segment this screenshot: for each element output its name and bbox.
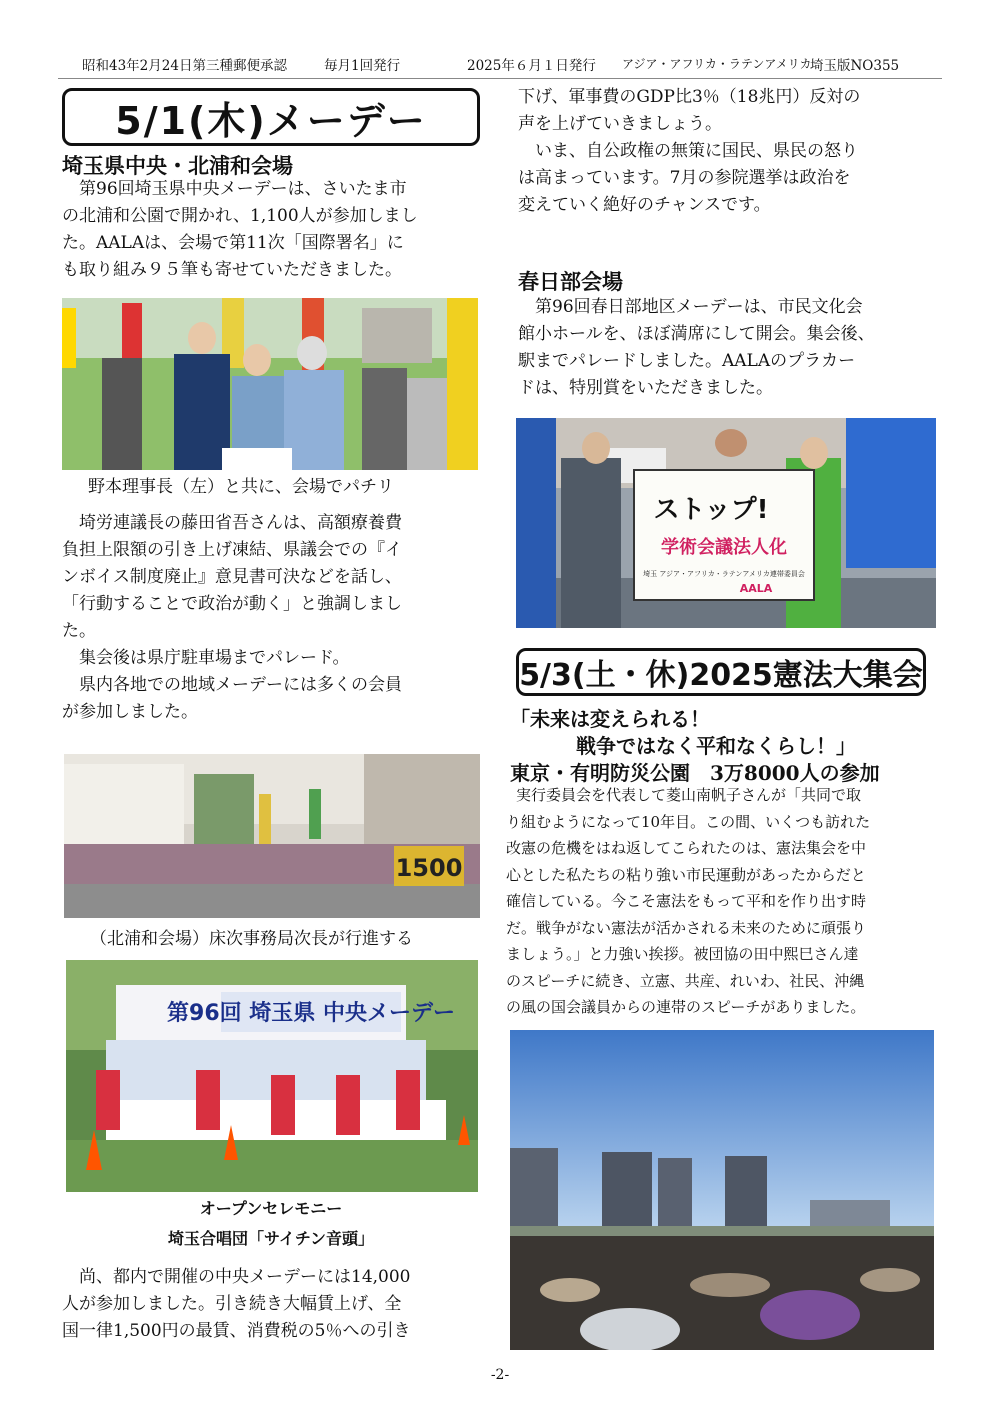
section-heading-kasukabe: 春日部会場 <box>518 269 623 294</box>
org-name: アジア・アフリカ・ラテンアメリカ <box>622 57 812 71</box>
issue-date: 2025年６月１日発行 <box>467 58 596 74</box>
text-line: 声を上げていきましょう。 <box>518 114 722 134</box>
text-line: 第96回埼玉県中央メーデーは、さいたま市 <box>79 179 407 199</box>
text-line: 確信している。今こそ憲法をもって平和を作り出す時 <box>506 892 867 910</box>
text-line: た。 <box>62 621 96 641</box>
text-line: り組むようになって10年目。この間、いくつも訪れた <box>506 812 871 831</box>
text-line: 埼労連議長の藤田省吾さんは、高額療養費 <box>79 513 402 533</box>
constitution-title: 5/3(土・休)2025憲法大集会 <box>516 648 926 696</box>
text-line: 尚、都内で開催の中央メーデーには14,000 <box>79 1267 411 1287</box>
text-line: 国一律1,500円の最賃、消費税の5％への引き <box>62 1321 411 1341</box>
photo-kasukabe-placard <box>516 418 936 628</box>
mayday-closing <box>62 1264 480 1345</box>
photo3-caption-2: 埼玉合唱団「サイチン音頭」 <box>167 1229 375 1248</box>
slogan-line-2: 戦争ではなく平和なくらし！」 <box>576 734 856 758</box>
photo2-caption: （北浦和会場）床次事務局次長が行進する <box>90 929 413 949</box>
section-heading-kitaurawa: 埼玉県中央・北浦和会場 <box>62 153 293 178</box>
text-line: が参加しました。 <box>62 702 198 722</box>
text-line: いま、自公政権の無策に国民、県民の怒り <box>535 141 858 161</box>
stage-banner-text: 第96回 埼玉県 中央メーデー <box>167 1001 455 1026</box>
edition-number: 埼玉版NO355 <box>810 58 900 74</box>
page-number: -2- <box>490 1367 510 1383</box>
mayday-body <box>62 510 480 726</box>
text-line: 「行動することで政治が動く」と強調しまし <box>62 594 402 614</box>
placard-aala-text: AALA <box>739 582 773 595</box>
text-line: 駅までパレードしました。AALAのプラカー <box>518 351 856 371</box>
text-line: た。AALAは、会場で第11次「国際署名」に <box>62 233 404 253</box>
text-line: ましょう。」と力強い挨拶。被団協の田中熙巳さん達 <box>506 945 859 963</box>
text-line: 第96回春日部地区メーデーは、市民文化会 <box>535 297 863 317</box>
text-line: も取り組み９５筆も寄せていただきました。 <box>62 260 402 280</box>
photo3-caption-1: オープンセレモニー <box>199 1199 343 1218</box>
placard-line2-text: 学術会議法人化 <box>661 537 787 558</box>
text-line: 変えていく絶好のチャンスです。 <box>518 195 771 215</box>
mayday-title: 5/1(木)メーデー <box>62 88 480 146</box>
text-line: 県内各地での地域メーデーには多くの会員 <box>79 675 402 695</box>
parade-sign-text: 1500 <box>395 854 463 882</box>
text-line: の北浦和公園で開かれ、1,100人が参加しまし <box>62 206 418 226</box>
text-line: 改憲の危機をはね返してこられたのは、憲法集会を中 <box>506 839 867 857</box>
frequency: 毎月1回発行 <box>324 58 401 74</box>
venue-line: 東京・有明防災公園 3万8000人の参加 <box>510 761 880 785</box>
constitution-body <box>506 782 942 1021</box>
text-line: ンボイス制度廃止』意見書可決などを話し、 <box>62 567 402 587</box>
postal-permit: 昭和43年2月24日第三種郵便承認 <box>82 58 287 74</box>
kasukabe-text <box>518 294 936 402</box>
text-line: は高まっています。7月の参院選挙は政治を <box>518 168 851 188</box>
text-line: 下げ、軍事費のGDP比3％（18兆円）反対の <box>518 87 861 107</box>
header-rule <box>58 78 942 79</box>
photo-mayday-group <box>62 298 478 470</box>
text-line: の風の国会議員からの連帯のスピーチがありました。 <box>506 998 866 1016</box>
mayday-intro <box>62 176 480 284</box>
placard-org-text: 埼玉 アジア・アフリカ・ラテンアメリカ連帯委員会 <box>643 570 805 578</box>
photo1-caption: 野本理事長（左）と共に、会場でパチリ <box>88 477 394 497</box>
slogan-line-1: 「未来は変えられる！ <box>510 707 710 731</box>
mayday-continued <box>518 84 936 219</box>
text-line: 館小ホールを、ほぼ満席にして開会。集会後、 <box>518 324 875 344</box>
photo-parade <box>64 754 480 918</box>
text-line: 集会後は県庁駐車場までパレード。 <box>79 648 350 668</box>
text-line: 人が参加しました。引き続き大幅賃上げ、全 <box>62 1294 402 1314</box>
text-line: 心とした私たちの粘り強い市民運動があったからだと <box>506 865 866 884</box>
page-header <box>62 50 942 76</box>
text-line: 負担上限額の引き上げ凍結、県議会での『イ <box>62 540 402 560</box>
photo-constitution-rally <box>510 1030 934 1350</box>
text-line: だ。戦争がない憲法が活かされる未来のために頑張り <box>506 918 867 937</box>
photo-opening-ceremony <box>66 960 478 1192</box>
placard-stop-text: ストップ! <box>653 495 769 525</box>
text-line: ドは、特別賞をいただきました。 <box>518 378 773 398</box>
text-line: 実行委員会を代表して菱山南帆子さんが「共同で取 <box>516 786 862 804</box>
text-line: のスピーチに続き、立憲、共産、れいわ、社民、沖縄 <box>506 971 865 990</box>
